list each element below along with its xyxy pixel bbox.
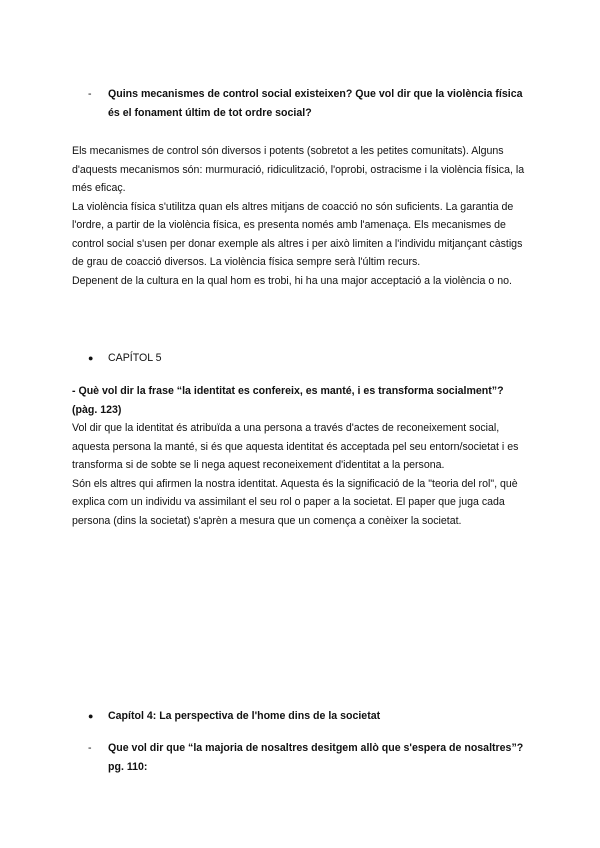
- answer-1: [72, 142, 530, 290]
- question-3: [88, 739, 528, 776]
- question-3-text: Que vol dir que “la majoria de nosaltres desitgem allò que s'espera de nosaltres”? pg. 110:: [108, 742, 524, 773]
- chapter-5-heading: [88, 349, 528, 368]
- answer-1-paragraph: Depenent de la cultura en la qual hom es trobi, hi ha una major acceptació a la violència o no.: [72, 274, 512, 287]
- dash-marker: -: [88, 88, 92, 100]
- chapter-4-title: Capítol 4: La perspectiva de l'home dins de la societat: [108, 710, 381, 722]
- question-1-text: Quins mecanismes de control social existeixen? Que vol dir que la violència física és el fonament últim de tot ordre social?: [108, 88, 523, 119]
- answer-2: [72, 419, 530, 530]
- question-2: - Què vol dir la frase “la identitat es confereix, es manté, i es transforma socialment”? (pàg. 123): [72, 385, 504, 416]
- answer-1-paragraph: La violència física s'utilitza quan els altres mitjans de coacció no són suficients. La garantia de l'ordre, a partir de la violència física, es presenta només amb l'amenaça. Els mecanismes de control social s'usen per donar exemple als altres i per això limiten a l'individu mitjançant càstigs de grau de coacció diversos. La violència física sempre serà l'últim recurs.: [72, 200, 523, 268]
- chapter-5-title: CAPÍTOL 5: [108, 352, 162, 364]
- answer-2-paragraph: Vol dir que la identitat és atribuïda a una persona a través d'actes de reconeixement social, aquesta persona la manté, si és que aquesta identitat és acceptada pel seu entorn/societat i es transforma si de sobte se li nega aquest reconeixement d'identitat a la persona.: [72, 422, 519, 471]
- question-1: [88, 85, 528, 122]
- bullet-icon: ●: [88, 353, 94, 363]
- bullet-icon: ●: [88, 711, 94, 721]
- dash-marker: -: [88, 742, 92, 754]
- answer-2-paragraph: Són els altres qui afirmen la nostra identitat. Aquesta és la significació de la "teoria del rol", què explica com un individu va assimilant el seu rol o paper a la societat. El paper que juga cada persona (dins la societat) s'aprèn a mesura que un comença a conèixer la societat.: [72, 477, 518, 527]
- chapter-4-heading: [88, 707, 528, 726]
- answer-1-paragraph: Els mecanismes de control són diversos i potents (sobretot a les petites comunitats). Alguns d'aquests mecanismos són: murmuració, ridiculització, l'oprobi, ostracisme i la violència física, la més eficaç.: [72, 145, 525, 194]
